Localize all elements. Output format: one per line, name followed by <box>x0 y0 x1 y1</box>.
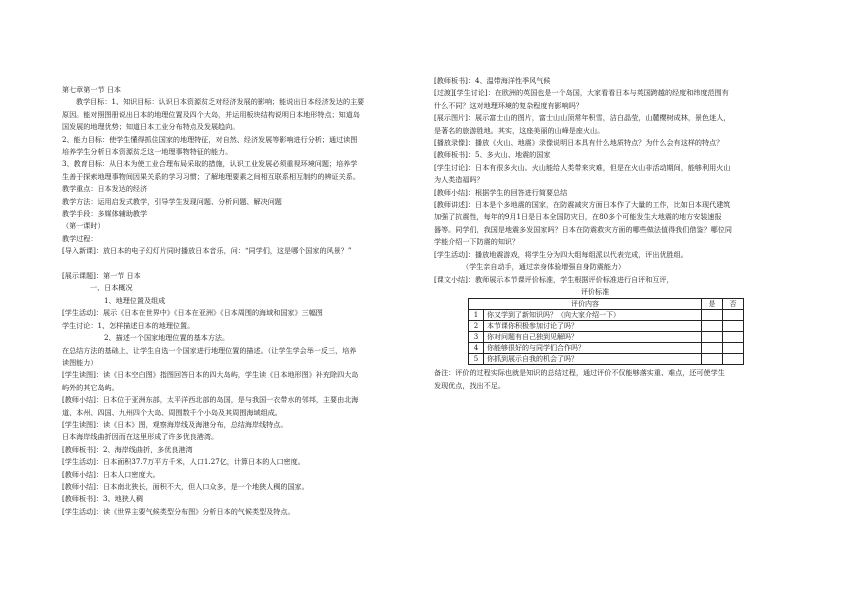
text-line: 2、描述一个国家地理位置的基本方法。 <box>104 333 230 343</box>
row-number: 2 <box>469 321 484 332</box>
row-content: 本节课你积极参加讨论了吗？ <box>484 321 702 332</box>
text-line: [学生活动]：读《世界主要气候类型分布图》分析日本的气候类型及特点。 <box>62 506 295 516</box>
text-line: 教学重点：日本发达的经济 <box>62 184 148 194</box>
text-line: 培养学生分析日本资源贫乏这一地理事物特征的能力。 <box>62 147 233 157</box>
table-row <box>469 332 744 343</box>
text-line: [教师板书]：4、温带海洋性季风气候 <box>434 76 551 85</box>
yes-cell[interactable] <box>702 343 723 354</box>
row-content: 你又学到了新知识吗？（向大家介绍一下） <box>484 310 702 321</box>
text-line: [教师板书]：5、多火山、地震的国家 <box>434 150 551 160</box>
text-line: 备注：评价的过程实际也就是知识的总结过程，通过评价不仅能够落实重、难点，还可使学生 <box>434 368 725 378</box>
text-line: 发现优点，找出不足。 <box>434 380 505 390</box>
text-line: [学生读图]：读《日本》图，观察海岸线及海港分布，总结海岸线特点。 <box>62 419 288 429</box>
text-line: [教师小结]：日本南北狭长，面积不大，但人口众多，是一个地狭人稠的国家。 <box>62 481 309 491</box>
text-line: 学能介绍一下防震的知识？ <box>434 237 520 247</box>
text-line: 什么不同？这对地理环境的复杂程度有影响吗？ <box>434 100 583 110</box>
text-line: 3、教育目标：从日本为使工业合理布局采取的措施，认识工业发展必须重视环境问题；培养学 <box>62 159 358 169</box>
yes-cell[interactable] <box>702 321 723 332</box>
row-content: 你抓到展示自我的机会了吗？ <box>484 354 702 365</box>
text-line: 屿外的其它岛屿。 <box>62 382 119 392</box>
header-yes: 是 <box>702 299 723 310</box>
note-lines <box>434 367 776 392</box>
row-number: 4 <box>469 343 484 354</box>
right-column <box>434 75 776 392</box>
text-line: 器等。同学们，我国是地震多发国家吗？日本在防震救灾方面的哪些做法值得我们借鉴？哪位同 <box>434 224 732 234</box>
evaluation-table <box>468 298 744 365</box>
text-line: 国发展的地理优势；知道日本工业分布特点及发展趋向。 <box>62 122 240 132</box>
table-row <box>469 343 744 354</box>
text-line: 生善于探索地理事物间因果关系的学习习惯；了解地理要素之间相互联系相互制约的辨证关系。 <box>62 171 360 181</box>
text-line: 1、地理位置及组成 <box>104 295 166 305</box>
text-line: [导入新课]：放日本的电子幻灯片同时播放日本音乐，问：“同学们，这是哪个国家的风景？” <box>62 246 352 256</box>
text-line: 教学目标：1、知识目标：认识日本资源贫乏对经济发展的影响；能说出日本经济发达的主要 <box>76 97 365 107</box>
text-line: [教师小结]：日本人口密度大。 <box>62 469 160 479</box>
text-line: 原因。能对照图册说出日本的地理位置及四个大岛，并运用板块结构说明日本地形特点；知道岛 <box>62 109 360 119</box>
text-line <box>62 258 412 270</box>
right-lines <box>434 75 776 286</box>
text-line: [教师板书]：2、海岸线曲折，多优良港湾 <box>62 444 193 454</box>
text-line: 教学方法：运用启发式教学，引导学生发现问题、分析问题、解决问题 <box>62 196 282 206</box>
text-line: [展示课题]：第一节 日本 <box>62 271 141 281</box>
yes-cell[interactable] <box>702 310 723 321</box>
yes-cell[interactable] <box>702 354 723 365</box>
text-line: [教师板书]：3、地狭人稠 <box>62 494 143 504</box>
text-line: 2、能力目标：使学生懂得抓住国家的地理特征，对自然、经济发展等影响进行分析；通过读图 <box>62 134 358 144</box>
left-column <box>62 84 412 518</box>
text-line: [课文小结]：教师展示本节课评价标准，学生根据评价标准进行自评和互评， <box>434 274 674 284</box>
row-number: 3 <box>469 332 484 343</box>
no-cell[interactable] <box>723 343 744 354</box>
header-content: 评价内容 <box>469 299 702 310</box>
text-line: 日本海岸线曲折因而在这里形成了许多优良港湾。 <box>62 432 219 442</box>
row-content: 你对问题有自己独到见解吗？ <box>484 332 702 343</box>
text-line: [学生活动]：展示《日本在世界中》《日本在亚洲》《日本周围的海域和国家》三幅图 <box>62 308 323 318</box>
text-line: [展示图片]：展示富士山的图片，富士山山顶常年积雪，洁白晶莹，山麓樱树成林，景色迷人， <box>434 113 731 123</box>
table-row <box>469 354 744 365</box>
text-line: [学生活动]：播放地震游戏，将学生分为四大组每组派以代表完成，评出优胜组。 <box>434 249 688 259</box>
text-line: [学生活动]：日本面积37.7万平方千米，人口1.27亿，计算日本的人口密度。 <box>62 457 305 467</box>
text-line: 加强了抗震性，每年的9月1日是日本全国防灾日，在80多个可能发生大地震的地方安装速报 <box>434 212 722 222</box>
text-line: 教学手段：多媒体辅助教学 <box>62 209 148 219</box>
text-line: （学生亲自动手，通过亲身体验增强自身防震能力） <box>462 262 626 272</box>
text-line: 是著名的旅游胜地。其实，这座美丽的山峰是座火山。 <box>434 125 605 135</box>
no-cell[interactable] <box>723 321 744 332</box>
text-line: [播放录像]：播放《火山、地震》录像说明日本具有什么地质特点？为什么会有这样的特点？ <box>434 138 724 148</box>
text-line: 为人类造福吗？ <box>434 175 484 185</box>
no-cell[interactable] <box>723 354 744 365</box>
text-line: [教师讲述]：日本是个多地震的国家，在防震减灾方面日本作了大量的工作，比如日本现代建筑 <box>434 200 731 210</box>
text-line: 读图能力） <box>62 357 98 367</box>
text-line: 道、本州、四国、九州四个大岛、周围数千个小岛及其周围海域组成。 <box>62 407 282 417</box>
text-line: [过渡][学生讨论]：在欧洲的英国也是一个岛国，大家看看日本与英国跨越的经度和纬度范围有 <box>434 88 729 98</box>
no-cell[interactable] <box>723 332 744 343</box>
header-no: 否 <box>723 299 744 310</box>
text-line: [学生读图]：读《日本空白图》指图回答日本的四大岛屿，学生读《日本地形图》补充除四大岛 <box>62 370 359 380</box>
yes-cell[interactable] <box>702 332 723 343</box>
table-row <box>469 310 744 321</box>
text-line: 教学过程： <box>62 233 98 243</box>
evaluation-table-header <box>469 299 744 310</box>
table-row <box>469 321 744 332</box>
row-number: 1 <box>469 310 484 321</box>
eval-title: 评价标准 <box>580 286 610 296</box>
text-line: 在总结方法的基础上，让学生自选一个国家进行地理位置的描述。（让学生学会举一反三，培养 <box>62 345 357 355</box>
text-line: （第一课时） <box>62 221 105 231</box>
text-line: 一、日本概况 <box>90 283 133 293</box>
text-line: 第七章第一节 日本 <box>62 85 122 94</box>
text-line: [教师小结]：日本位于亚洲东部，太平洋西北部的岛国，是与我国一衣带水的邻邦，主要由北海 <box>62 395 359 405</box>
row-content: 你能够很好的与同学们合作吗？ <box>484 343 702 354</box>
no-cell[interactable] <box>723 310 744 321</box>
text-line: [教师小结]：根据学生的回答进行简要总结 <box>434 187 568 197</box>
text-line: 学生讨论：1、怎样描述日本的地理位置。 <box>62 320 195 330</box>
text-line: [学生讨论]：日本有很多火山。火山能给人类带来灾难，但是在火山非活动期间，能够利用火山 <box>434 162 731 172</box>
row-number: 5 <box>469 354 484 365</box>
